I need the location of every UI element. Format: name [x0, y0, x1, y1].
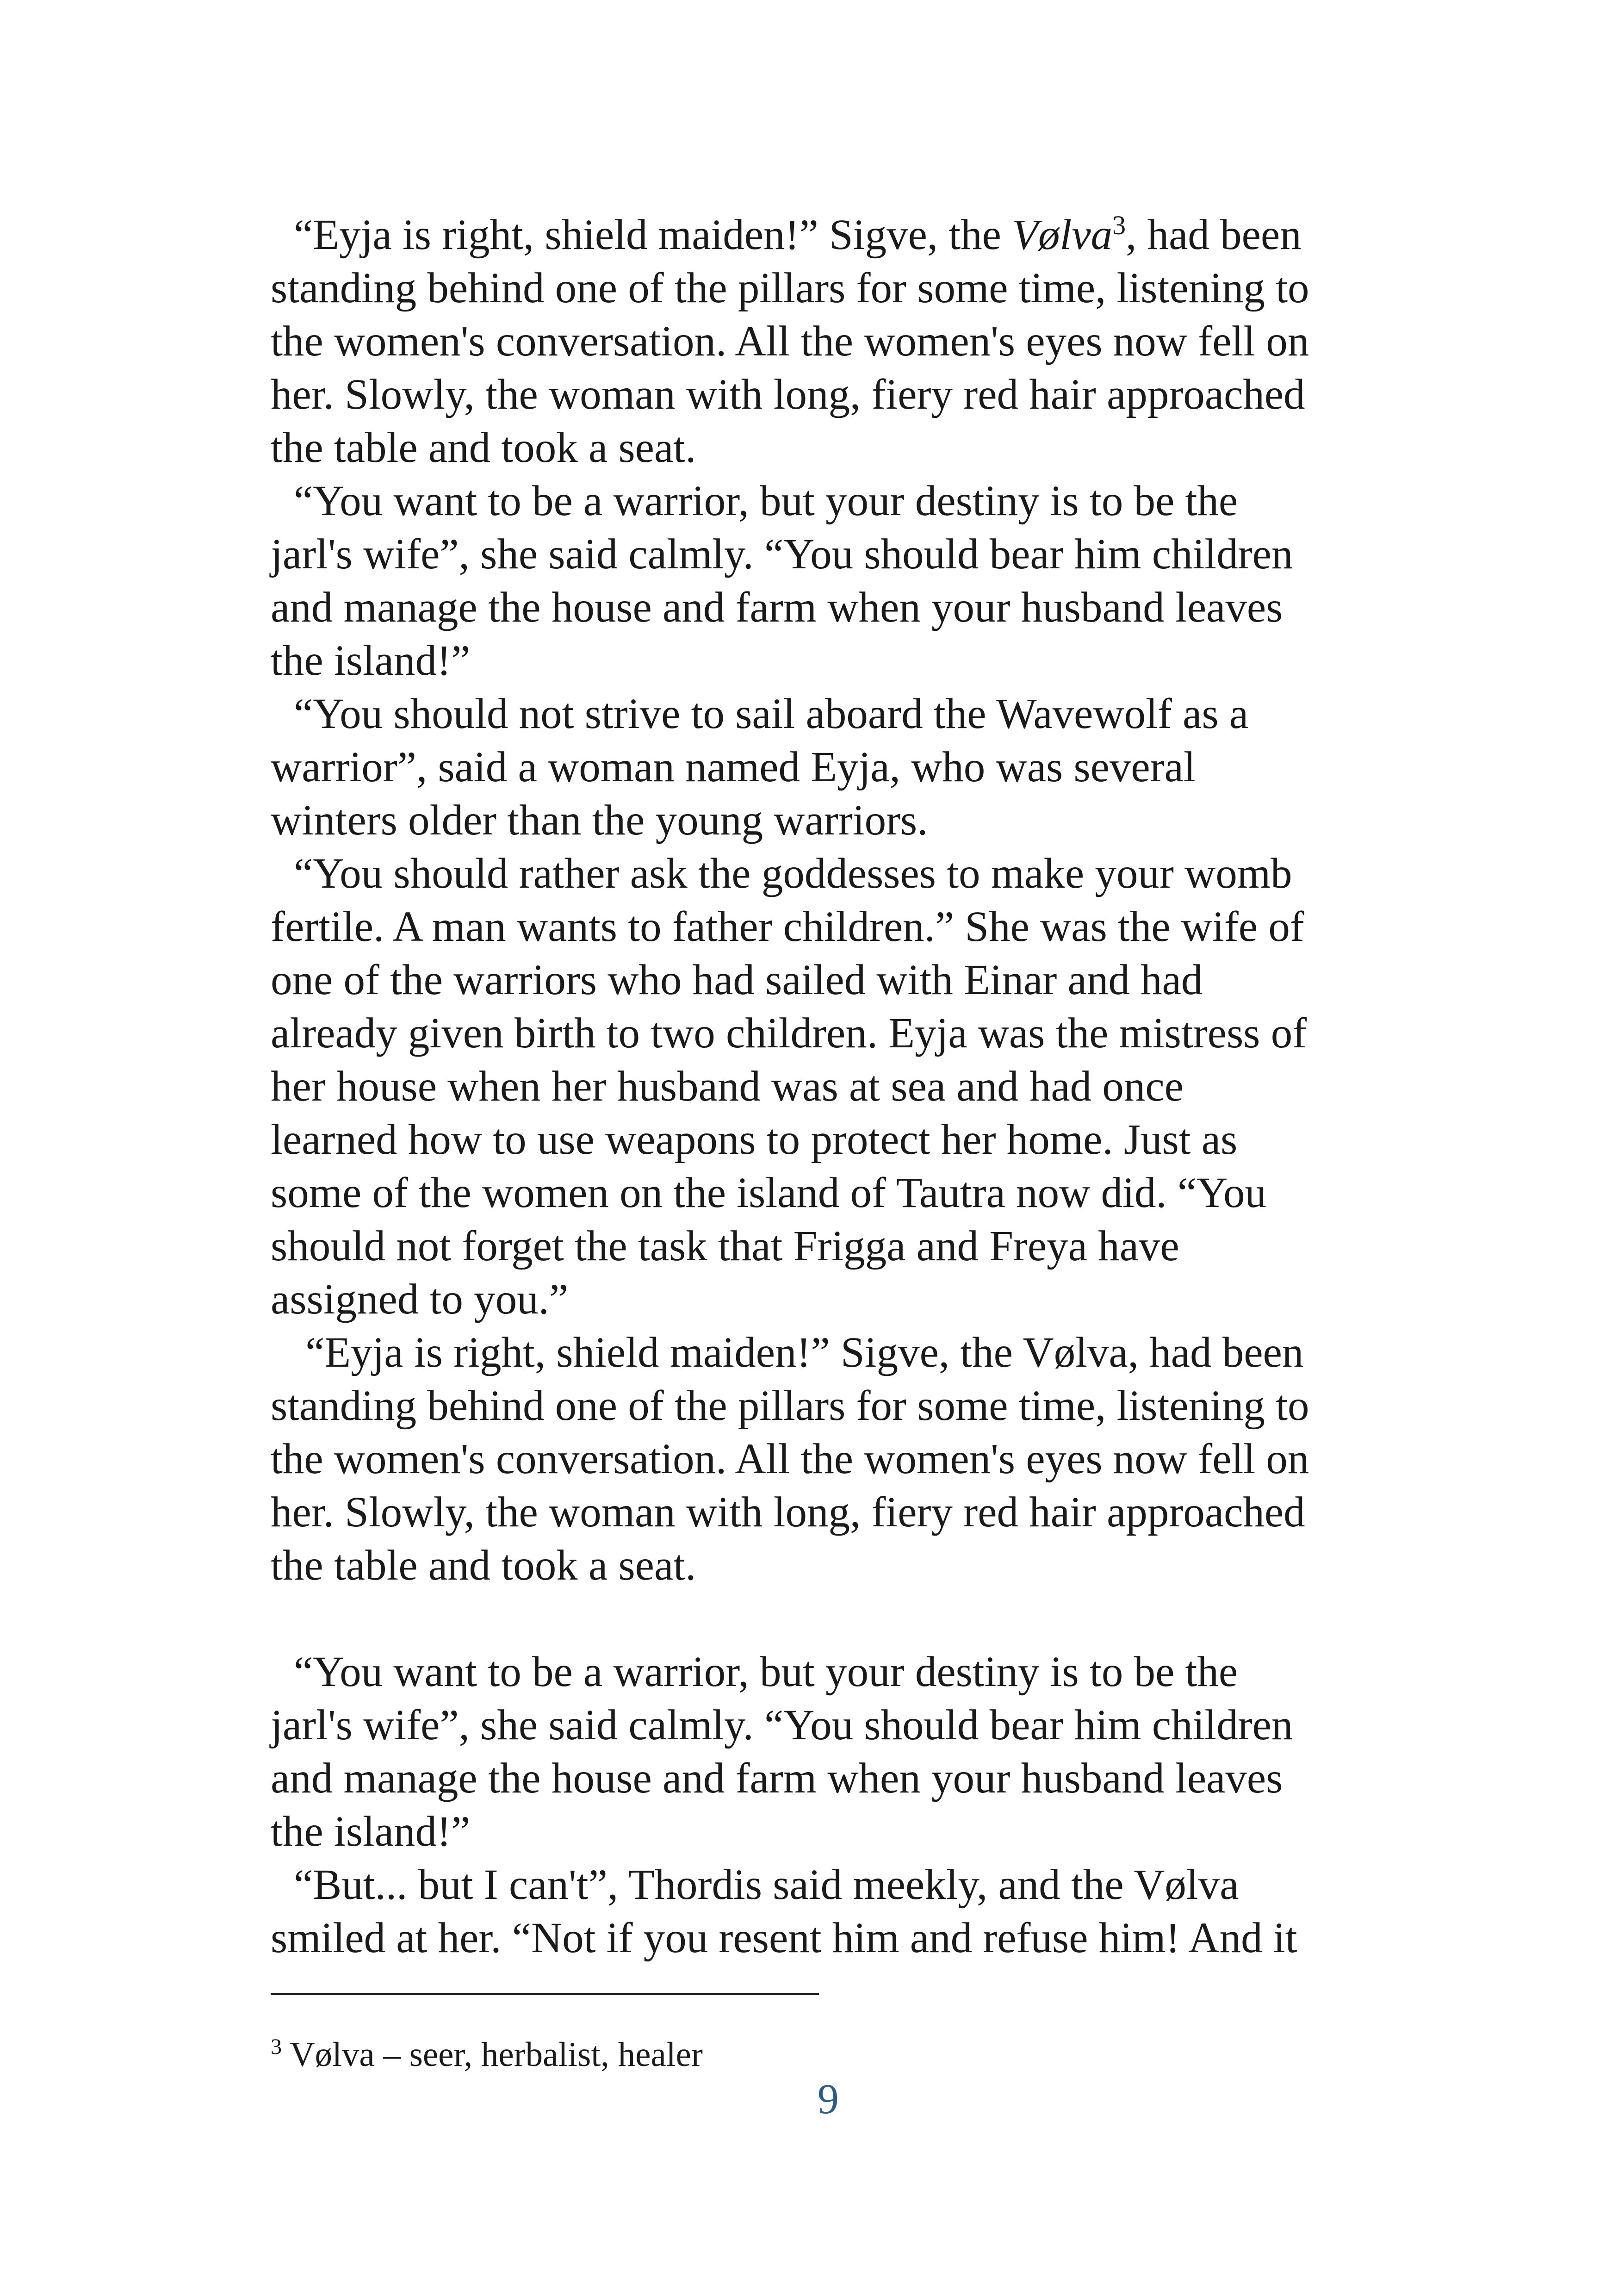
text-line: her. Slowly, the woman with long, fiery red hair approached — [271, 371, 1305, 418]
page-number: 9 — [818, 2075, 839, 2122]
text-line: should not forget the task that Frigga and Freya have — [271, 1222, 1179, 1270]
text-line: “You should not strive to sail aboard the Wavewolf as a — [294, 690, 1249, 738]
text-line: assigned to you.” — [271, 1276, 569, 1323]
text-line: one of the warriors who had sailed with Einar and had — [271, 956, 1203, 1004]
text-line: her house when her husband was at sea and had once — [271, 1063, 1184, 1110]
text-line: “But... but I can't”, Thordis said meekly, and the Vølva — [294, 1861, 1239, 1909]
text-line: fertile. A man wants to father children.” She was the wife of — [271, 903, 1304, 951]
text-line: “You want to be a warrior, but your destiny is to be the — [294, 1648, 1238, 1696]
text-line: learned how to use weapons to protect her home. Just as — [271, 1116, 1238, 1164]
text-line: smiled at her. “Not if you resent him and refuse him! And it — [271, 1914, 1297, 1962]
text-line: jarl's wife”, she said calmly. “You should bear him children — [271, 530, 1293, 578]
text-line: standing behind one of the pillars for some time, listening to — [271, 264, 1309, 312]
text-line: “You should rather ask the goddesses to make your womb — [294, 850, 1292, 897]
footnote-text: Vølva – seer, herbalist, healer — [282, 2035, 703, 2074]
text-line: winters older than the young warriors. — [271, 796, 928, 844]
footnote-reference: 3 — [1112, 210, 1126, 240]
text-line: warrior”, said a woman named Eyja, who was several — [271, 743, 1196, 791]
text-line: “Eyja is right, shield maiden!” Sigve, the Vølva, had been — [305, 1329, 1304, 1376]
text-line: the island!” — [271, 637, 471, 684]
footnote-marker: 3 — [271, 2035, 282, 2059]
text-line: the women's conversation. All the women's eyes now fell on — [271, 1435, 1309, 1483]
text-line: the table and took a seat. — [271, 1542, 696, 1589]
text-line: “Eyja is right, shield maiden!” Sigve, the Vølva$^3$, had been — [294, 210, 1302, 259]
text-line: jarl's wife”, she said calmly. “You should bear him children — [271, 1701, 1293, 1749]
text-line: the island!” — [271, 1808, 471, 1855]
body-text — [271, 208, 1390, 1965]
footnote — [271, 2034, 703, 2076]
text-line: the table and took a seat. — [271, 424, 696, 472]
text-line: the women's conversation. All the women's eyes now fell on — [271, 317, 1309, 365]
paragraph-gap — [271, 1592, 1390, 1645]
text-line: “You want to be a warrior, but your destiny is to be the — [294, 477, 1238, 525]
text-line: and manage the house and farm when your husband leaves — [271, 584, 1283, 631]
text-line: standing behind one of the pillars for some time, listening to — [271, 1382, 1309, 1430]
text-line: her. Slowly, the woman with long, fiery red hair approached — [271, 1488, 1305, 1536]
text-line: already given birth to two children. Eyja was the mistress of — [271, 1009, 1307, 1057]
text-line: and manage the house and farm when your husband leaves — [271, 1755, 1283, 1802]
footnote-separator — [271, 1993, 819, 1995]
text-line: some of the women on the island of Tautra now did. “You — [271, 1169, 1267, 1217]
